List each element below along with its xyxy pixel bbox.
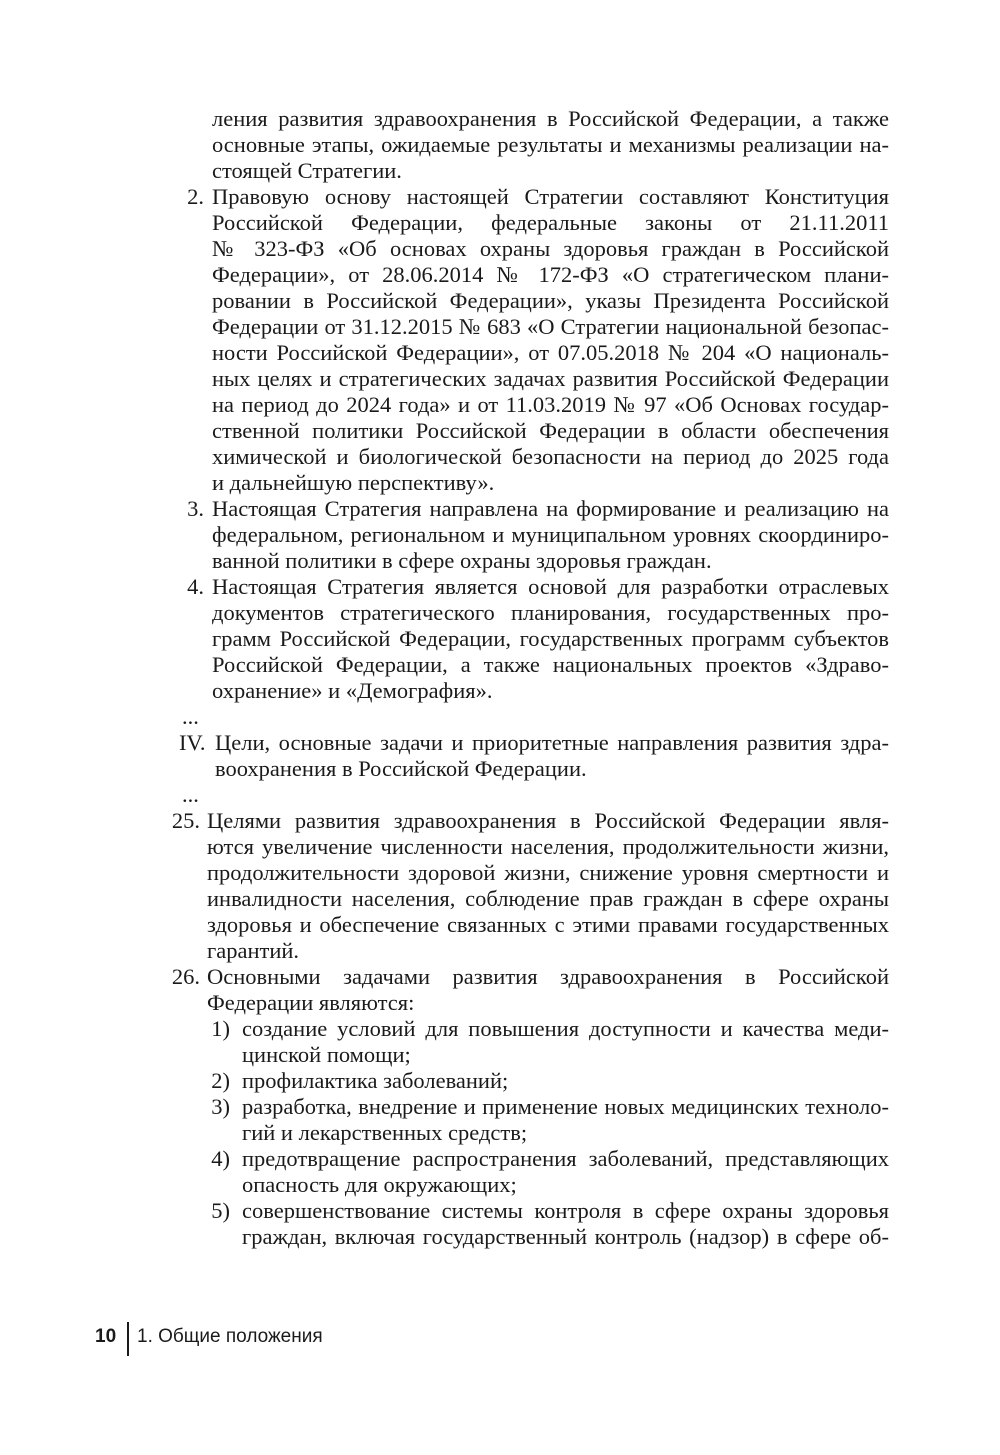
item-line: ственной политики Российской Федерации в области обеспечения: [212, 418, 889, 443]
item-line: Настоящая Стратегия направлена на формирование и реализацию на: [212, 496, 889, 521]
sub-item-number: 2): [211, 1068, 230, 1093]
item-line: ровании в Российской Федерации», указы Президента Российской: [212, 288, 889, 313]
sub-item-line: опасность для окружающих;: [242, 1172, 517, 1197]
item-line: Российской Федерации, федеральные законы от 21.11.2011: [212, 210, 889, 235]
item-line: ются увеличение численности населения, продолжительности жизни,: [207, 834, 889, 859]
sub-item-line: цинской помощи;: [242, 1042, 411, 1067]
sub-list: [0, 1016, 1000, 1250]
item-number: 26.: [171, 964, 200, 989]
item-line: и дальнейшую перспективу».: [212, 470, 495, 495]
item-line: Федерации являются:: [207, 990, 415, 1015]
sub-item-number: 4): [211, 1146, 230, 1171]
item-line: ных целях и стратегических задачах развития Российской Федерации: [212, 366, 889, 391]
list-item-2: [0, 184, 1000, 496]
omission-ellipsis: ...: [182, 782, 199, 807]
item-line: инвалидности населения, соблюдение прав граждан в сфере охраны: [207, 886, 889, 911]
sub-item-5: [0, 1198, 1000, 1250]
sub-item-line: гий и лекарственных средств;: [242, 1120, 528, 1145]
item-line: охранение» и «Демография».: [212, 678, 493, 703]
page-footer: [0, 1322, 1000, 1356]
sub-item-2: [0, 1068, 1000, 1094]
item-line: здоровья и обеспечение связанных с этими правами государственных: [207, 912, 889, 937]
section-line: Цели, основные задачи и приоритетные направления развития здра-: [215, 730, 889, 755]
sub-item-1: [0, 1016, 1000, 1068]
intro-paragraph: [0, 106, 1000, 184]
sub-item-line: профилактика заболеваний;: [242, 1068, 509, 1093]
item-line: химической и биологической безопасности на период до 2025 года: [212, 444, 889, 469]
sub-item-line: разработка, внедрение и применение новых медицинских техноло-: [242, 1094, 889, 1119]
item-line: Настоящая Стратегия является основой для разработки отраслевых: [212, 574, 889, 599]
sub-item-line: предотвращение распространения заболеваний, представляющих: [242, 1146, 889, 1171]
sub-item-line: граждан, включая государственный контроль (надзор) в сфере об-: [242, 1224, 889, 1249]
item-line: Российской Федерации, а также национальных проектов «Здраво-: [212, 652, 889, 677]
item-line: Федерации от 31.12.2015 № 683 «О Стратегии национальной безопас-: [212, 314, 889, 339]
list-item-26: [0, 964, 1000, 1016]
item-line: документов стратегического планирования, государственных про-: [212, 600, 889, 625]
running-section-title: 1. Общие положения: [137, 1326, 323, 1347]
footer-divider: [127, 1322, 129, 1356]
page-body: [0, 106, 1000, 1250]
sub-item-number: 1): [211, 1016, 230, 1041]
item-line: Целями развития здравоохранения в Российской Федерации явля-: [207, 808, 889, 833]
item-line: ванной политики в сфере охраны здоровья граждан.: [212, 548, 712, 573]
omission-ellipsis: ...: [182, 704, 199, 729]
item-number: 25.: [171, 808, 200, 833]
item-line: Федерации», от 28.06.2014 № 172-ФЗ «О стратегическом плани-: [212, 262, 889, 287]
item-line: ности Российской Федерации», от 07.05.2018 № 204 «О националь-: [212, 340, 889, 365]
item-line: гарантий.: [207, 938, 300, 963]
sub-item-number: 3): [211, 1094, 230, 1119]
sub-item-3: [0, 1094, 1000, 1146]
item-line: федеральном, региональном и муниципальном уровнях скоординиро-: [212, 522, 889, 547]
intro-line: ления развития здравоохранения в Российской Федерации, а также: [212, 106, 889, 131]
item-line: № 323-ФЗ «Об основах охраны здоровья граждан в Российской: [212, 236, 889, 261]
section-number: IV.: [179, 730, 206, 755]
item-number: 2.: [187, 184, 204, 209]
list-item-3: [0, 496, 1000, 574]
sub-item-line: создание условий для повышения доступности и качества меди-: [242, 1016, 889, 1041]
page-number: 10: [95, 1326, 117, 1347]
item-line: Основными задачами развития здравоохранения в Российской: [207, 964, 889, 989]
item-line: грамм Российской Федерации, государственных программ субъектов: [212, 626, 889, 651]
section-line: воохранения в Российской Федерации.: [215, 756, 587, 781]
sub-item-line: совершенствование системы контроля в сфере охраны здоровья: [242, 1198, 889, 1223]
item-number: 3.: [187, 496, 204, 521]
sub-item-number: 5): [211, 1198, 230, 1223]
list-item-25: [0, 808, 1000, 964]
item-line: Правовую основу настоящей Стратегии составляют Конституция: [212, 184, 889, 209]
item-number: 4.: [187, 574, 204, 599]
sub-item-4: [0, 1146, 1000, 1198]
item-line: на период до 2024 года» и от 11.03.2019 № 97 «Об Основах государ-: [212, 392, 889, 417]
item-line: продолжительности здоровой жизни, снижение уровня смертности и: [207, 860, 889, 885]
list-item-4: [0, 574, 1000, 704]
intro-line: стоящей Стратегии.: [212, 158, 402, 183]
section-heading-iv: [0, 730, 1000, 782]
intro-line: основные этапы, ожидаемые результаты и механизмы реализации на-: [212, 132, 889, 157]
